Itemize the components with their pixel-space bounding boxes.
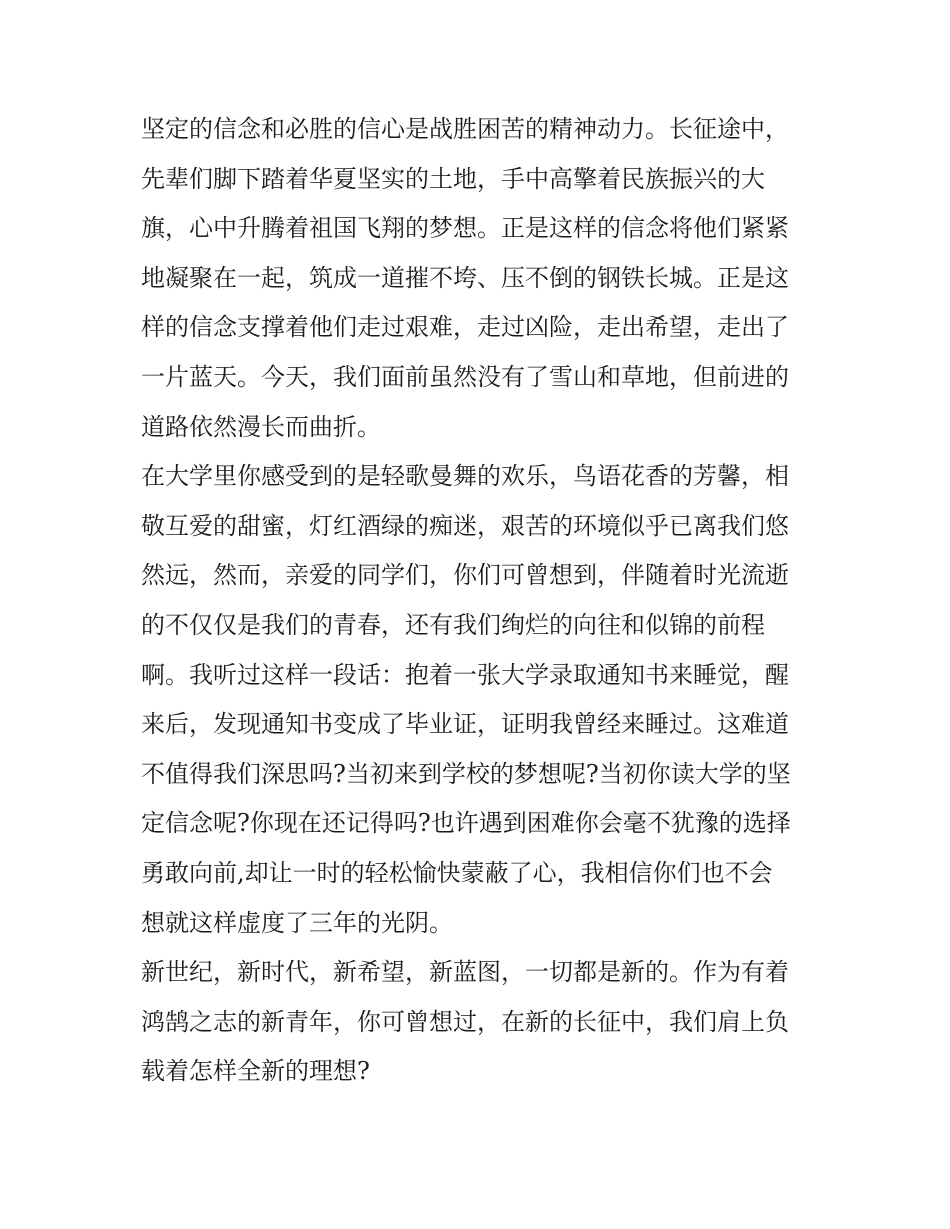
text-line: 想就这样虚度了三年的光阴。 — [141, 908, 453, 937]
paragraph-2 — [141, 452, 813, 948]
text-line: 鸿鹄之志的新青年，你可曾想过，在新的长征中，我们肩上负 — [141, 1007, 789, 1036]
text-line: 啊。我听过这样一段话：抱着一张大学录取通知书来睡觉，醒 — [141, 660, 789, 689]
text-line: 道路依然漫长而曲折。 — [141, 412, 381, 441]
paragraph-3 — [141, 948, 813, 1097]
text-line: 旗，心中升腾着祖国飞翔的梦想。正是这样的信念将他们紧紧 — [141, 214, 789, 243]
paragraph-1 — [141, 105, 813, 452]
text-line: 来后，发现通知书变成了毕业证，证明我曾经来睡过。这难道 — [141, 710, 789, 739]
document-body — [141, 105, 813, 1097]
text-line: 在大学里你感受到的是轻歌曼舞的欢乐，鸟语花香的芳馨，相 — [141, 462, 789, 491]
text-line: 载着怎样全新的理想? — [141, 1057, 370, 1086]
text-line: 地凝聚在一起，筑成一道摧不垮、压不倒的钢铁长城。正是这 — [141, 263, 789, 292]
text-line: 的不仅仅是我们的青春，还有我们绚烂的向往和似锦的前程 — [141, 610, 765, 639]
text-line: 然远，然而，亲爱的同学们，你们可曾想到，伴随着时光流逝 — [141, 561, 789, 590]
text-line: 敬互爱的甜蜜，灯红酒绿的痴迷，艰苦的环境似乎已离我们悠 — [141, 511, 789, 540]
text-line: 定信念呢?你现在还记得吗?也许遇到困难你会毫不犹豫的选择 — [141, 809, 791, 838]
text-line: 坚定的信念和必胜的信心是战胜困苦的精神动力。长征途中， — [141, 115, 789, 143]
text-line: 不值得我们深思吗?当初来到学校的梦想呢?当初你读大学的坚 — [141, 759, 791, 788]
text-line: 一片蓝天。今天，我们面前虽然没有了雪山和草地，但前进的 — [141, 362, 789, 391]
text-line: 勇敢向前,却让一时的轻松愉快蒙蔽了心，我相信你们也不会 — [141, 858, 773, 887]
text-line: 新世纪，新时代，新希望，新蓝图，一切都是新的。作为有着 — [141, 958, 789, 987]
text-line: 先辈们脚下踏着华夏坚实的土地，手中高擎着民族振兴的大 — [141, 164, 765, 193]
text-line: 样的信念支撑着他们走过艰难，走过凶险，走出希望，走出了 — [141, 313, 789, 342]
